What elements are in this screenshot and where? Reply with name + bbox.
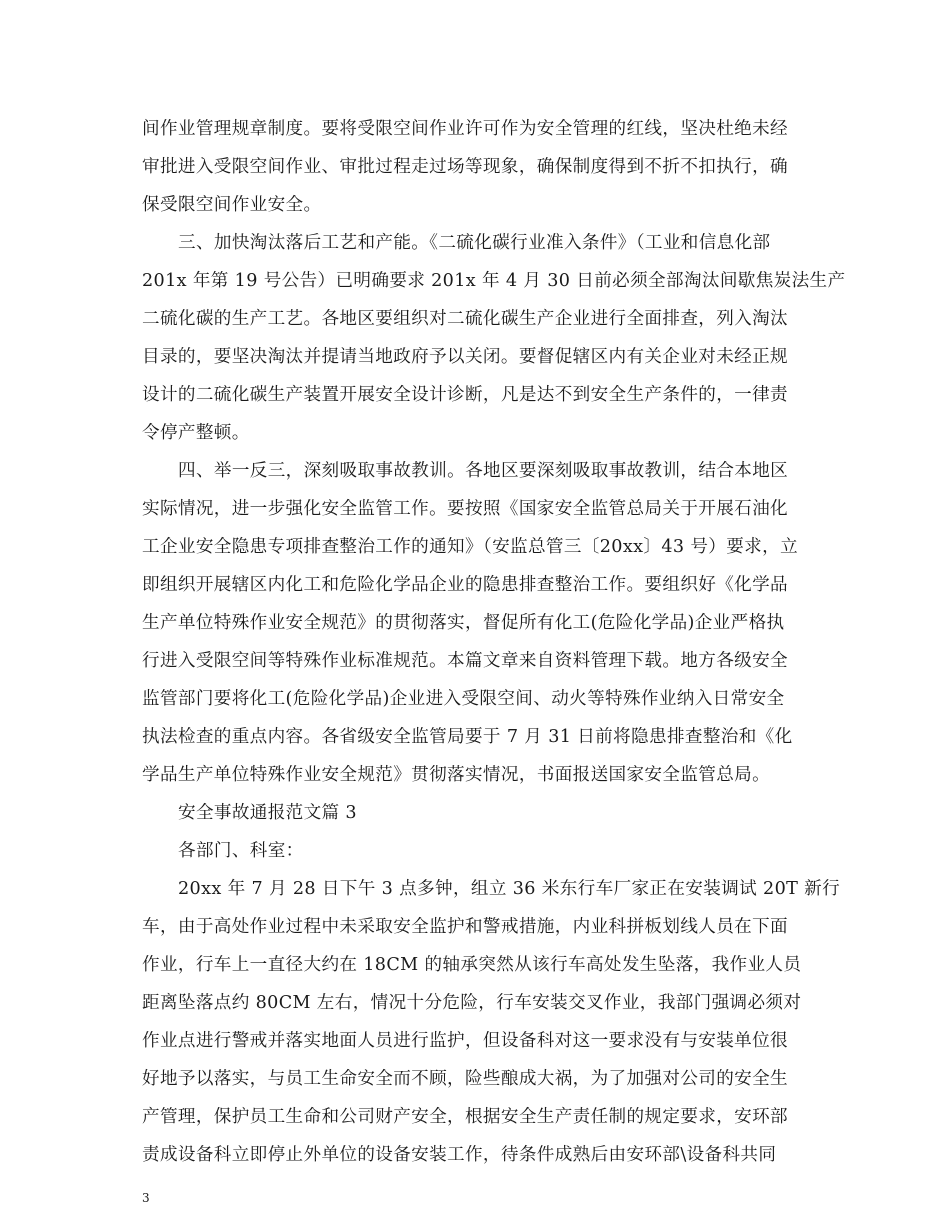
text-line: 即组织开展辖区内化工和危险化学品企业的隐患排查整治工作。要组织好《化学品: [142, 575, 788, 595]
text-line: 实际情况，进一步强化安全监管工作。要按照《国家安全监管总局关于开展石油化: [142, 499, 788, 519]
text-line: 20xx 年 7 月 28 日下午 3 点多钟，组立 36 米东行车厂家正在安装调试 20T 新行: [178, 879, 841, 899]
text-line: 责成设备科立即停止外单位的设备安装工作，待条件成熟后由安环部\设备科共同: [142, 1145, 777, 1165]
text-line: 车，由于高处作业过程中未采取安全监护和警戒措施，内业科拼板划线人员在下面: [142, 917, 788, 937]
text-line: 设计的二硫化碳生产装置开展安全设计诊断，凡是达不到安全生产条件的，一律责: [142, 385, 788, 405]
text-line: 间作业管理规章制度。要将受限空间作业许可作为安全管理的红线，坚决杜绝未经: [142, 119, 788, 139]
page-number: 3: [142, 1191, 150, 1205]
text-line: 二硫化碳的生产工艺。各地区要组织对二硫化碳生产企业进行全面排查，列入淘汰: [142, 309, 788, 329]
text-line: 201x 年第 19 号公告）已明确要求 201x 年 4 月 30 日前必须全部淘汰间歇焦炭法生产: [142, 271, 846, 291]
text-line: 生产单位特殊作业安全规范》的贯彻落实，督促所有化工(危险化学品)企业严格执: [142, 613, 785, 633]
text-line: 保受限空间作业安全。: [142, 195, 322, 215]
text-line: 工企业安全隐患专项排查整治工作的通知》（安监总管三〔20xx〕43 号）要求，立: [142, 537, 799, 557]
text-line: 距离坠落点约 80CM 左右，情况十分危险，行车安装交叉作业，我部门强调必须对: [142, 993, 802, 1013]
text-line: 产管理，保护员工生命和公司财产安全，根据安全生产责任制的规定要求，安环部: [142, 1107, 788, 1127]
text-line: 监管部门要将化工(危险化学品)企业进入受限空间、动火等特殊作业纳入日常安全: [142, 689, 785, 709]
text-line: 审批进入受限空间作业、审批过程走过场等现象，确保制度得到不折不扣执行，确: [142, 157, 788, 177]
text-line: 好地予以落实，与员工生命安全而不顾，险些酿成大祸，为了加强对公司的安全生: [142, 1069, 788, 1089]
text-line: 令停产整顿。: [142, 423, 250, 443]
text-line: 执法检查的重点内容。各省级安全监管局要于 7 月 31 日前将隐患排查整治和《化: [142, 727, 793, 747]
text-line: 行进入受限空间等特殊作业标准规范。本篇文章来自资料管理下载。地方各级安全: [142, 651, 788, 671]
text-line: 作业，行车上一直径大约在 18CM 的轴承突然从该行车高处发生坠落，我作业人员: [142, 955, 802, 975]
salutation: 各部门、科室：: [178, 841, 304, 861]
section-heading: 安全事故通报范文篇 3: [178, 803, 357, 823]
text-line: 三、加快淘汰落后工艺和产能。《二硫化碳行业准入条件》（工业和信息化部: [178, 233, 771, 253]
text-line: 作业点进行警戒并落实地面人员进行监护，但设备科对这一要求没有与安装单位很: [142, 1031, 788, 1051]
text-line: 四、举一反三，深刻吸取事故教训。各地区要深刻吸取事故教训，结合本地区: [178, 461, 789, 481]
text-line: 目录的，要坚决淘汰并提请当地政府予以关闭。要督促辖区内有关企业对未经正规: [142, 347, 788, 367]
text-line: 学品生产单位特殊作业安全规范》贯彻落实情况，书面报送国家安全监管总局。: [142, 765, 771, 785]
